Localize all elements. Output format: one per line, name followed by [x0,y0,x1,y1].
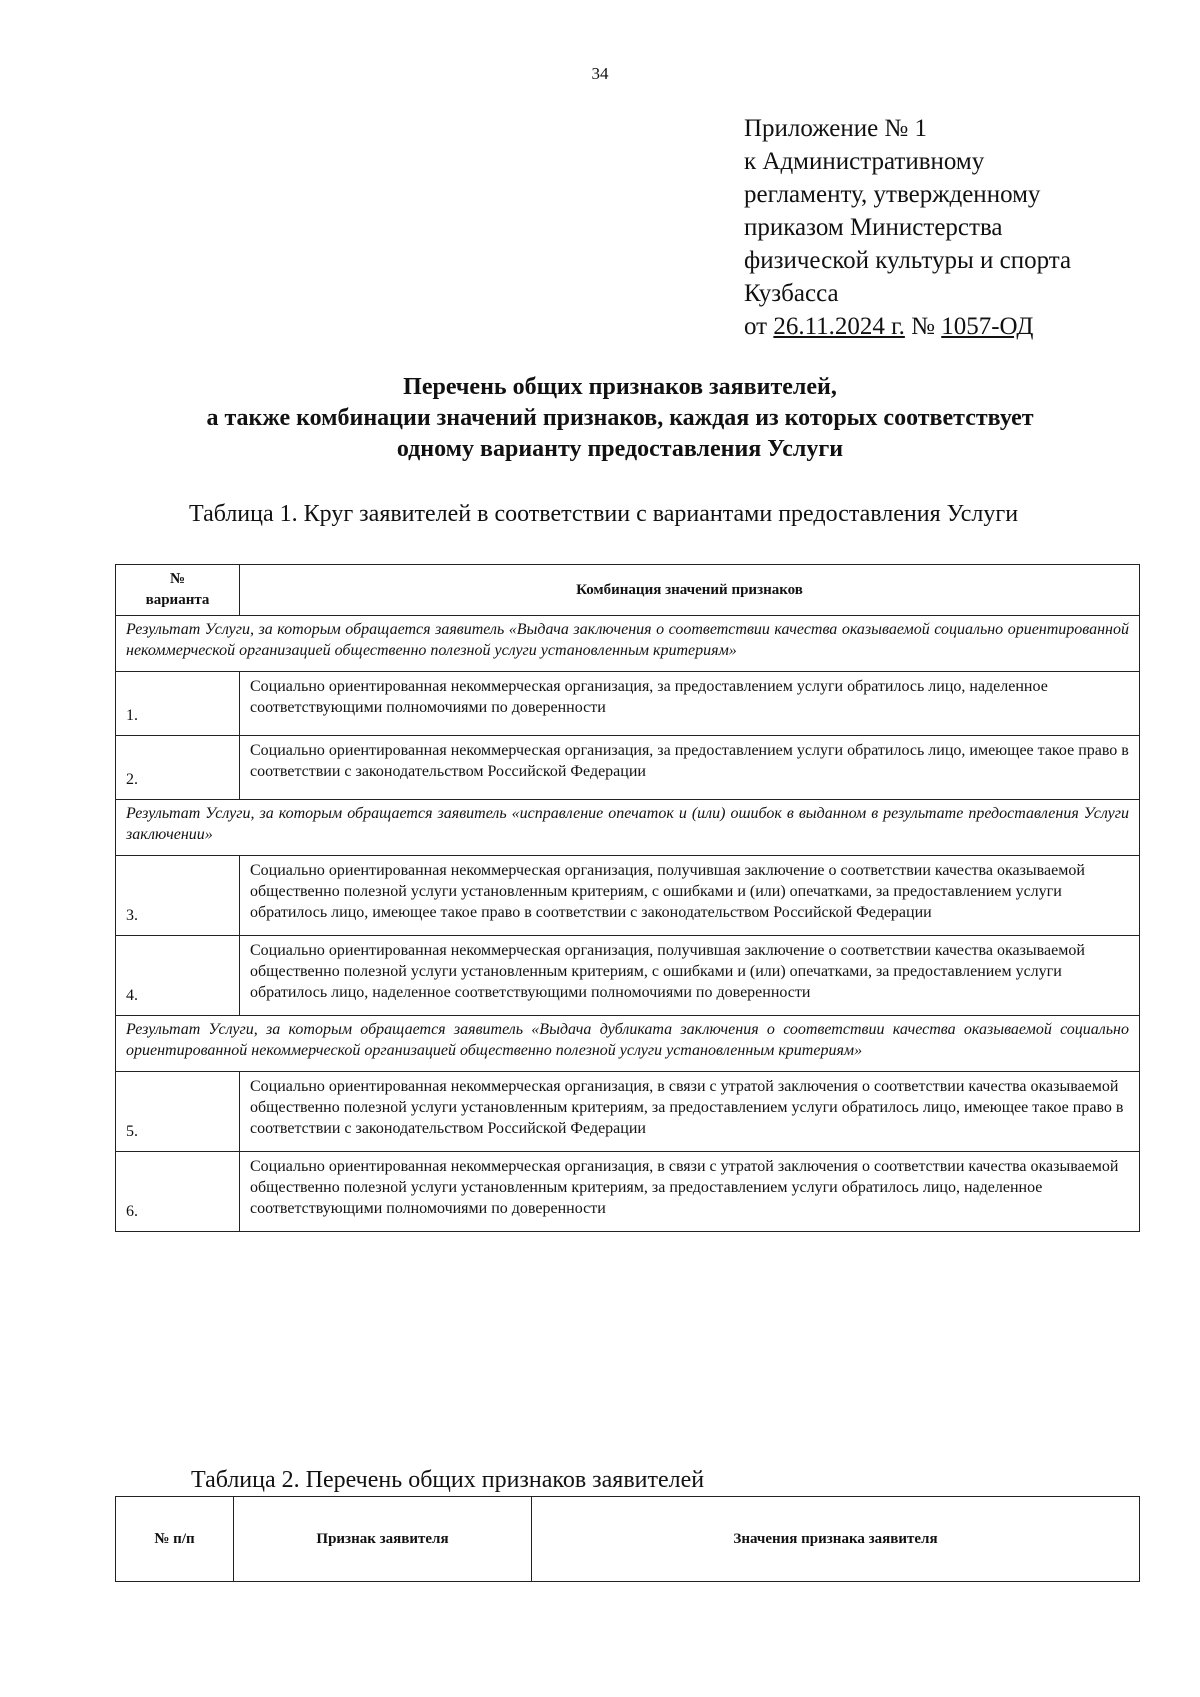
result-description: Результат Услуги, за которым обращается заявитель «Выдача заключения о соответствии качества оказываемой социально ориентированной некоммерческой организацией общественно полезной услуги установленным критериям» [116,616,1140,672]
variant-number: 6. [116,1152,240,1232]
attribute-values-header: Значения признака заявителя [532,1497,1140,1582]
heading-line: а также комбинации значений признаков, каждая из которых соответствует [206,405,1034,431]
applicants-variants-table [115,564,1140,1232]
variant-combination: Социально ориентированная некоммерческая организация, получившая заключение о соответствии качества оказываемой общественно полезной услуги установленным критериям, с ошибками и (или) опечатками, за предоставлением услуги обратилось лицо, наделенное соответствующими полномочиями по доверенности [240,936,1140,1016]
appendix-line: к Административному [744,148,985,175]
document-heading [100,372,1140,465]
heading-line: одному варианту предоставления Услуги [396,436,844,462]
variant-number: 2. [116,736,240,800]
applicant-attributes-table [115,1496,1140,1582]
variant-combination: Социально ориентированная некоммерческая организация, за предоставлением услуги обратилось лицо, имеющее такое право в соответствии с законодательством Российской Федерации [240,736,1140,800]
heading-line: Перечень общих признаков заявителей, [403,374,837,400]
result-description: Результат Услуги, за которым обращается заявитель «Выдача дубликата заключения о соответствии качества оказываемой социально ориентированной некоммерческой организацией общественно полезной услуги установленным критериям» [116,1016,1140,1072]
appendix-line: регламенту, утвержденному [744,181,1041,208]
table1-caption: Таблица 1. Круг заявителей в соответствии с вариантами предоставления Услуги [189,501,1019,527]
variant-number: 4. [116,936,240,1016]
date-prefix: от [744,313,774,340]
table-row [116,856,1140,936]
variant-combination: Социально ориентированная некоммерческая организация, в связи с утратой заключения о соответствии качества оказываемой общественно полезной услуги установленным критериям, за предоставлением услуги обратилось лицо, наделенное соответствующими полномочиями по доверенности [240,1152,1140,1232]
table-header-row [116,565,1140,616]
group-row [116,800,1140,856]
appendix-block [744,112,1071,343]
variant-combination: Социально ориентированная некоммерческая организация, получившая заключение о соответствии качества оказываемой общественно полезной услуги установленным критериям, с ошибками и (или) опечатками, за предоставлением услуги обратилось лицо, имеющее такое право в соответствии с законодательством Российской Федерации [240,856,1140,936]
appendix-line: Приложение № 1 [744,115,928,142]
combination-header: Комбинация значений признаков [240,565,1140,616]
table-row [116,1072,1140,1152]
row-number-header: № п/п [116,1497,234,1582]
table-row [116,936,1140,1016]
appendix-line: приказом Министерства [744,214,1003,241]
variant-number: 5. [116,1072,240,1152]
appendix-line: Кузбасса [744,280,839,307]
attribute-header: Признак заявителя [234,1497,532,1582]
table-row [116,1152,1140,1232]
table2-caption: Таблица 2. Перечень общих признаков заявителей [191,1467,705,1493]
group-row [116,1016,1140,1072]
appendix-date-line [744,310,1071,343]
table-row [116,736,1140,800]
result-description: Результат Услуги, за которым обращается заявитель «исправление опечаток и (или) ошибок в выданном в результате предоставления Услуги заключении» [116,800,1140,856]
variant-number: 3. [116,856,240,936]
order-number: 1057-ОД [941,313,1034,340]
appendix-line: физической культуры и спорта [744,247,1072,274]
variant-number: 1. [116,672,240,736]
order-date: 26.11.2024 г. [773,313,905,340]
table-row [116,672,1140,736]
variant-combination: Социально ориентированная некоммерческая организация, за предоставлением услуги обратилось лицо, наделенное соответствующими полномочиями по доверенности [240,672,1140,736]
group-row [116,616,1140,672]
variant-combination: Социально ориентированная некоммерческая организация, в связи с утратой заключения о соответствии качества оказываемой общественно полезной услуги установленным критериям, за предоставлением услуги обратилось лицо, имеющее такое право в соответствии с законодательством Российской Федерации [240,1072,1140,1152]
number-prefix: № [904,313,942,340]
table-header-row [116,1497,1140,1582]
variant-number-header: № варианта [116,565,240,616]
page-number: 34 [591,64,609,83]
